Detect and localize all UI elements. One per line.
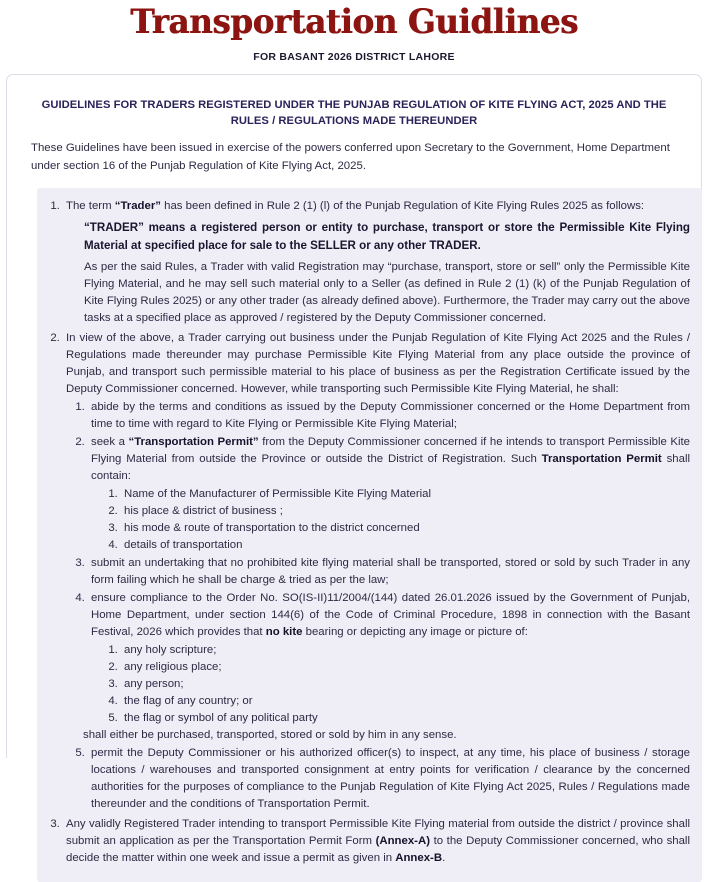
item2-lead: In view of the above, a Trader carrying out business under the Punjab Regulation of Kite Flying Act 2025 and the Rules / Regulations made thereunder may purchase Permissible Kite Flying Material from any place outside the province of Punjab, and transport such permissible material to his place of business as per the Registration Certificate issued by the Deputy Commissioner concerned. However, while transporting such Permissible Kite Flying Material, he shall: [66,332,690,395]
list-item: 2. any religious place; [121,659,690,676]
list-item [88,555,690,589]
list-item: 4. the flag of any country; or [121,693,690,710]
list-item: 4. details of transportation [121,537,690,554]
list-item: 5. the flag or symbol of any political party [121,710,690,727]
list-item [88,399,690,433]
item3-part-b: to the Deputy Commissioner concerned, who shall decide the matter within one week and issue a permit as given in [66,835,690,864]
item1-lead-bold: “Trader” [114,200,161,212]
condition-iv-a: ensure compliance to the Order No. SO(IS-II)11/2004/(144) dated 26.01.2026 issued by the Government of Punjab, Home Department, under section 144(6) of the Code of Criminal Procedure, 1898 in connection with the Basant Festival, 2026 which provides that [91,592,690,638]
annex-a-reference: (Annex-A) [375,835,430,847]
item3-part-c: . [442,852,446,864]
transportation-permit-term: “Transportation Permit” [128,436,259,448]
list-item [63,816,690,867]
condition-iii-text: submit an undertaking that no prohibited kite flying material shall be transported, stored or sold by such Trader in any form failing which he shall be charge & tried as per the law; [91,557,690,586]
condition-ii-d: shall contain: [91,453,691,482]
item1-lead-post: has been defined in Rule 2 (1) (l) of the Punjab Regulation of Kite Flying Rules 2025 as follows: [160,200,645,212]
transport-conditions-list [66,399,690,813]
list-item: 3. any person; [121,676,690,693]
list-item [63,330,690,813]
list-item [63,198,690,327]
list-item: 1. any holy scripture; [121,642,690,659]
transportation-permit-term-2: Transportation Permit [541,453,662,465]
condition-v-text: permit the Deputy Commissioner or his authorized officer(s) to inspect, at any time, his place of business / storage locations / warehouses and transported consignment at entry points for verification / clearance by the concerned authorities for the purposes of compliance to the Punjab Regulation of Kite Flying Act 2025, Rules / Regulations made thereunder and the conditions of Transportation Permit. [91,747,690,810]
intro-paragraph: These Guidelines have been issued in exercise of the powers conferred upon Secretary to the Government, Home Department under section 16 of the Punjab Regulation of Kite Flying Act, 2025. [31,142,670,172]
guidelines-list [43,198,690,867]
guidelines-panel [37,188,702,882]
list-item [83,590,690,744]
item1-explanation: As per the said Rules, a Trader with valid Registration may “purchase, transport, store or sell” only the Permissible Kite Flying Material, and he may sell such material only to a Seller (as defined in Rule 2 (1) (k) of the Punjab Regulation of Kite Flying Rules 2025) or any other trader (as already defined above). Furthermore, the Trader may carry out the above tasks at a specified place as approved / registered by the Deputy Commissioner concerned. [84,261,690,324]
annex-b-reference: Annex-B [395,852,443,864]
trader-definition-quote: “TRADER” means a registered person or entity to purchase, transport or store the Permissible Kite Flying Material at specified place for sale to the SELLER or any other TRADER. [84,221,690,252]
item1-lead-pre: The term [66,200,115,212]
list-item [88,434,690,554]
page-title: Transportation Guidlines [130,2,578,42]
condition-iv-tail: shall either be purchased, transported, stored or sold by him in any sense. [83,729,457,741]
document-header [0,0,708,63]
condition-iv-b: bearing or depicting any image or picture of: [302,626,528,638]
condition-i-text: abide by the terms and conditions as issued by the Deputy Commissioner concerned or the Home Department from time to time with regard to Kite Flying or Permissible Kite Flying Material; [91,401,690,430]
condition-ii-c: from the Deputy Commissioner concerned if he intends to transport Permissible Kite Flying Material from outside the Province or outside the District of Registration. Such [91,436,690,465]
list-item: 3. his mode & route of transportation to the district concerned [121,520,690,537]
list-item: 2. his place & district of business ; [121,503,690,520]
prohibited-images-list [91,642,690,727]
permit-contents-list [91,486,690,554]
list-item: 1. Name of the Manufacturer of Permissible Kite Flying Material [121,486,690,503]
section-heading: GUIDELINES FOR TRADERS REGISTERED UNDER THE PUNJAB REGULATION OF KITE FLYING ACT, 2025 AND THE RULES / REGULATIONS MADE THEREUNDER [41,99,667,127]
item3-part-a: Any validly Registered Trader intending to transport Permissible Kite Flying material from outside the district / province shall submit an application as per the Transportation Permit Form [66,818,690,847]
page-subtitle: FOR BASANT 2026 DISTRICT LAHORE [253,51,455,63]
list-item [88,745,690,813]
document-page-card [6,74,702,864]
no-kite-term: no kite [265,626,303,638]
condition-ii-a: seek a [91,436,129,448]
